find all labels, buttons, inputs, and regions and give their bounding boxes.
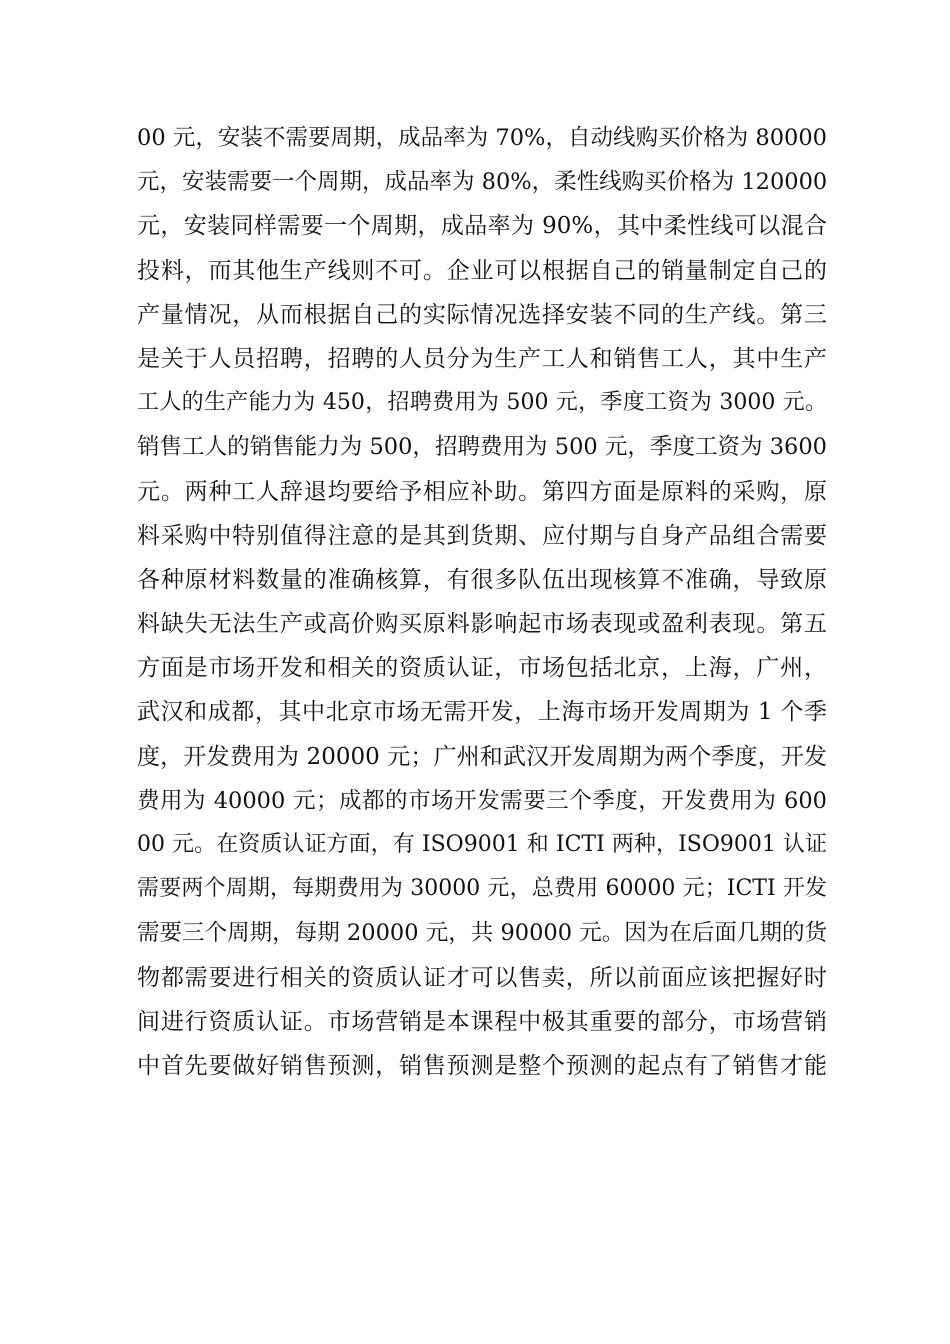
- text-line: 是关于人员招聘，招聘的人员分为生产工人和销售工人，其中生产: [137, 345, 827, 372]
- text-line: 元。两种工人辞退均要给予相应补助。第四方面是原料的采购，原: [137, 478, 827, 505]
- text-line: 方面是市场开发和相关的资质认证，市场包括北京，上海，广州，: [137, 655, 827, 682]
- text-line: 00 元，安装不需要周期，成品率为 70%，自动线购买价格为 80000: [137, 125, 827, 151]
- text-line: 各种原材料数量的准确核算，有很多队伍出现核算不准确，导致原: [137, 566, 827, 593]
- text-line: 需要三个周期，每期 20000 元，共 90000 元。因为在后面几期的货: [137, 920, 827, 947]
- text-line: 间进行资质认证。市场营销是本课程中极其重要的部分，市场营销: [137, 1008, 827, 1035]
- body-text: [137, 116, 827, 1088]
- text-line: 需要两个周期，每期费用为 30000 元，总费用 60000 元；ICTI 开发: [137, 876, 827, 902]
- text-line: 产量情况，从而根据自己的实际情况选择安装不同的生产线。第三: [137, 301, 827, 328]
- text-line: 武汉和成都，其中北京市场无需开发，上海市场开发周期为 1 个季: [137, 699, 827, 726]
- text-line: 投料，而其他生产线则不可。企业可以根据自己的销量制定自己的: [137, 257, 827, 284]
- text-line: 度，开发费用为 20000 元；广州和武汉开发周期为两个季度，开发: [137, 743, 827, 770]
- text-line: 元，安装需要一个周期，成品率为 80%，柔性线购买价格为 120000: [137, 169, 828, 196]
- text-line: 00 元。在资质认证方面，有 ISO9001 和 ICTI 两种，ISO9001 认证: [137, 832, 827, 857]
- text-line: 物都需要进行相关的资质认证才可以售卖，所以前面应该把握好时: [137, 964, 827, 991]
- text-line: 工人的生产能力为 450，招聘费用为 500 元，季度工资为 3000 元。: [137, 390, 827, 416]
- text-line: 费用为 40000 元；成都的市场开发需要三个季度，开发费用为 600: [137, 787, 827, 814]
- text-line: 料缺失无法生产或高价购买原料影响起市场表现或盈利表现。第五: [137, 611, 827, 638]
- text-line: 销售工人的销售能力为 500，招聘费用为 500 元，季度工资为 3600: [137, 434, 827, 461]
- text-line: 料采购中特别值得注意的是其到货期、应付期与自身产品组合需要: [137, 522, 827, 549]
- text-line: 元，安装同样需要一个周期，成品率为 90%，其中柔性线可以混合: [137, 213, 827, 240]
- text-line: 中首先要做好销售预测，销售预测是整个预测的起点有了销售才能: [137, 1052, 827, 1079]
